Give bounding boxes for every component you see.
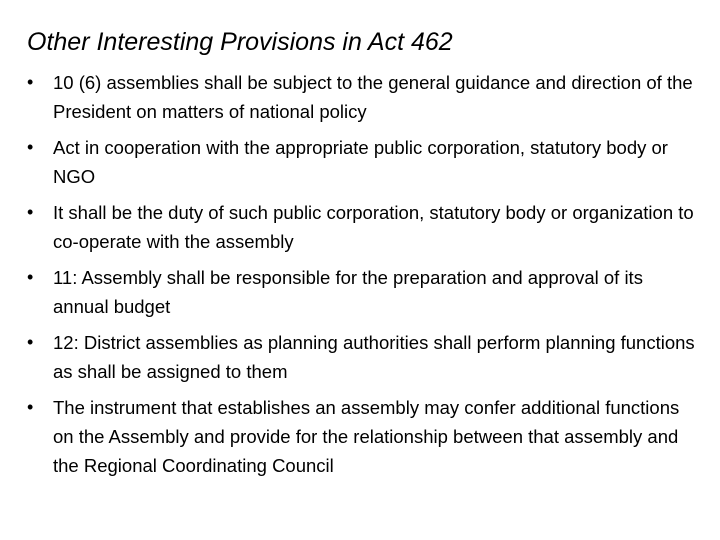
bullet-icon: •: [27, 397, 34, 417]
bullet-item: [27, 68, 695, 126]
bullet-text: 10 (6) assemblies shall be subject to the general guidance and direction of the President on matters of national policy: [53, 72, 693, 122]
slide-title: Other Interesting Provisions in Act 462: [27, 28, 453, 56]
bullet-list: [27, 68, 695, 487]
bullet-icon: •: [27, 267, 34, 287]
bullet-text: The instrument that establishes an assembly may confer additional functions on the Assembly and provide for the relationship between that assembly and the Regional Coordinating Council: [53, 397, 680, 476]
bullet-icon: •: [27, 332, 34, 352]
bullet-icon: •: [27, 202, 34, 222]
bullet-item: [27, 263, 695, 321]
bullet-text: 12: District assemblies as planning authorities shall perform planning functions as shall be assigned to them: [53, 332, 695, 382]
bullet-item: [27, 328, 695, 386]
bullet-item: [27, 393, 695, 480]
bullet-icon: •: [27, 137, 34, 157]
bullet-text: It shall be the duty of such public corporation, statutory body or organization to co-operate with the assembly: [53, 202, 694, 252]
bullet-item: [27, 198, 695, 256]
bullet-icon: •: [27, 72, 34, 92]
bullet-text: Act in cooperation with the appropriate public corporation, statutory body or NGO: [53, 137, 668, 187]
bullet-item: [27, 133, 695, 191]
bullet-text: 11: Assembly shall be responsible for the preparation and approval of its annual budget: [53, 267, 643, 317]
